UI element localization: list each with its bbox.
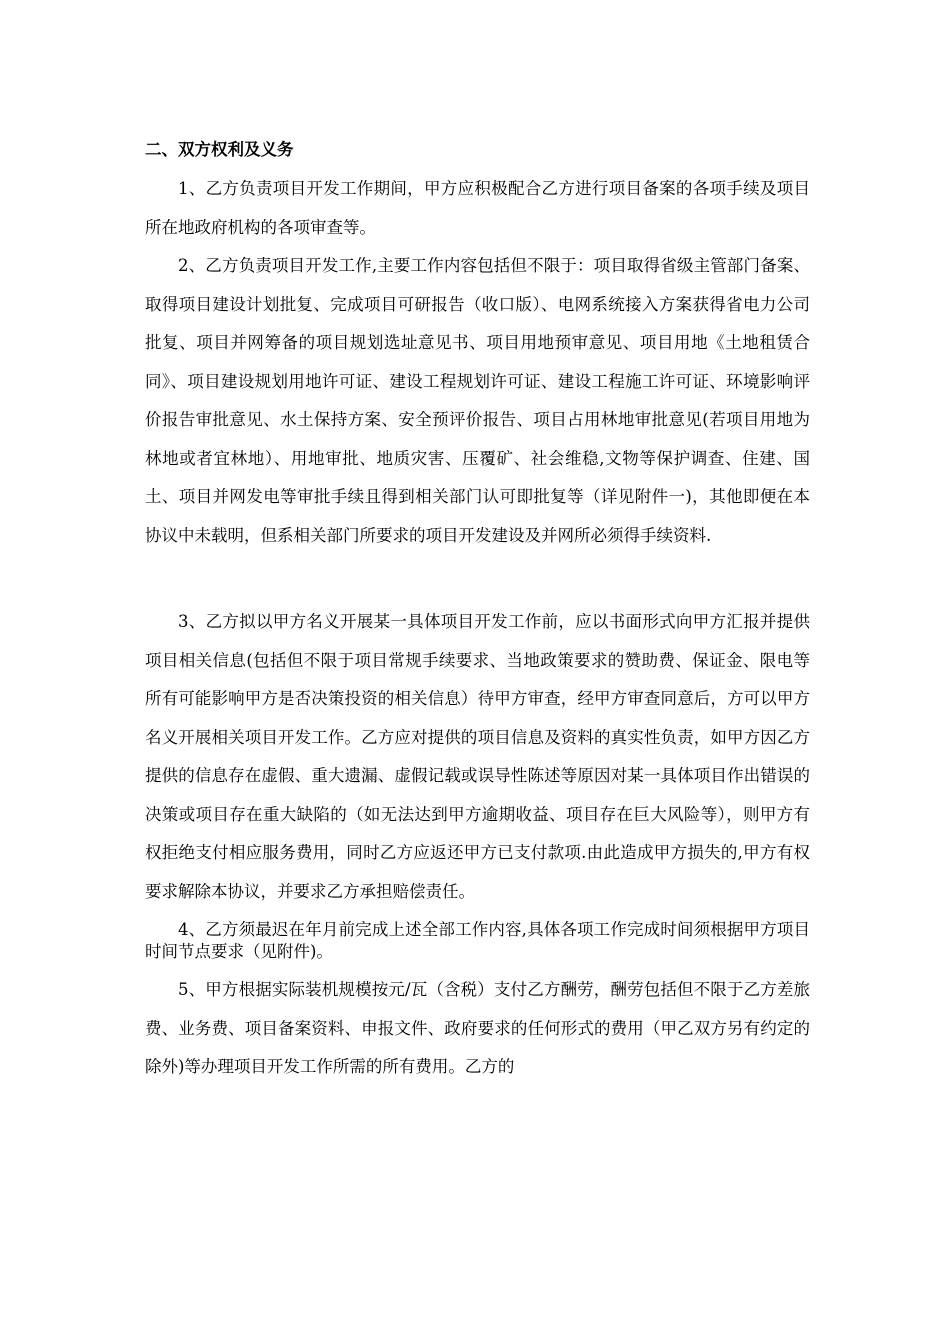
paragraph-4: 4、乙方须最迟在年月前完成上述全部工作内容,具体各项工作完成时间须根据甲方项目时间节点要求（见附件)。 xyxy=(145,920,810,961)
paragraph-3: 3、乙方拟以甲方名义开展某一具体项目开发工作前，应以书面形式向甲方汇报并提供项目相关信息(包括但不限于项目常规手续要求、当地政策要求的赞助费、保证金、限电等所有可能影响甲方是否决策投资的相关信息）待甲方审查，经甲方审查同意后，方可以甲方名义开展相关项目开发工作。乙方应对提供的项目信息及资料的真实性负责，如甲方因乙方提供的信息存在虚假、重大遗漏、虚假记载或误导性陈述等原因对某一具体项目作出错误的决策或项目存在重大缺陷的（如无法达到甲方逾期收益、项目存在巨大风险等），则甲方有权拒绝支付相应服务费用，同时乙方应返还甲方已支付款项.由此造成甲方损失的,甲方有权要求解除本协议，并要求乙方承担赔偿责任。 xyxy=(145,612,810,901)
paragraph-1: 1、乙方负责项目开发工作期间，甲方应积极配合乙方进行项目备案的各项手续及项目所在地政府机构的各项审查等。 xyxy=(145,179,810,237)
paragraph-5: 5、甲方根据实际装机规模按元/瓦（含税）支付乙方酬劳，酬劳包括但不限于乙方差旅费、业务费、项目备案资料、申报文件、政府要求的任何形式的费用（甲乙双方另有约定的除外)等办理项目开发工作所需的所有费用。乙方的 xyxy=(145,980,810,1076)
paragraph-spacer xyxy=(145,555,810,603)
paragraph-2: 2、乙方负责项目开发工作,主要工作内容包括但不限于：项目取得省级主管部门备案、取得项目建设计划批复、完成项目可研报告（收口版）、电网系统接入方案获得省电力公司批复、项目并网筹备的项目规划选址意见书、项目用地预审意见、项目用地《土地租赁合同》、项目建设规划用地许可证、建设工程规划许可证、建设工程施工许可证、环境影响评价报告审批意见、水土保持方案、安全预评价报告、项目占用林地审批意见(若项目用地为林地或者宜林地）、用地审批、地质灾害、压覆矿、社会维稳,文物等保护调查、住建、国土、项目并网发电等审批手续且得到相关部门认可即批复等（详见附件一)，其他即便在本协议中未载明，但系相关部门所要求的项目开发建设及并网所必须得手续资料. xyxy=(145,256,810,545)
document-body xyxy=(145,130,810,1087)
section-heading: 二、双方权利及义务 xyxy=(145,140,294,159)
